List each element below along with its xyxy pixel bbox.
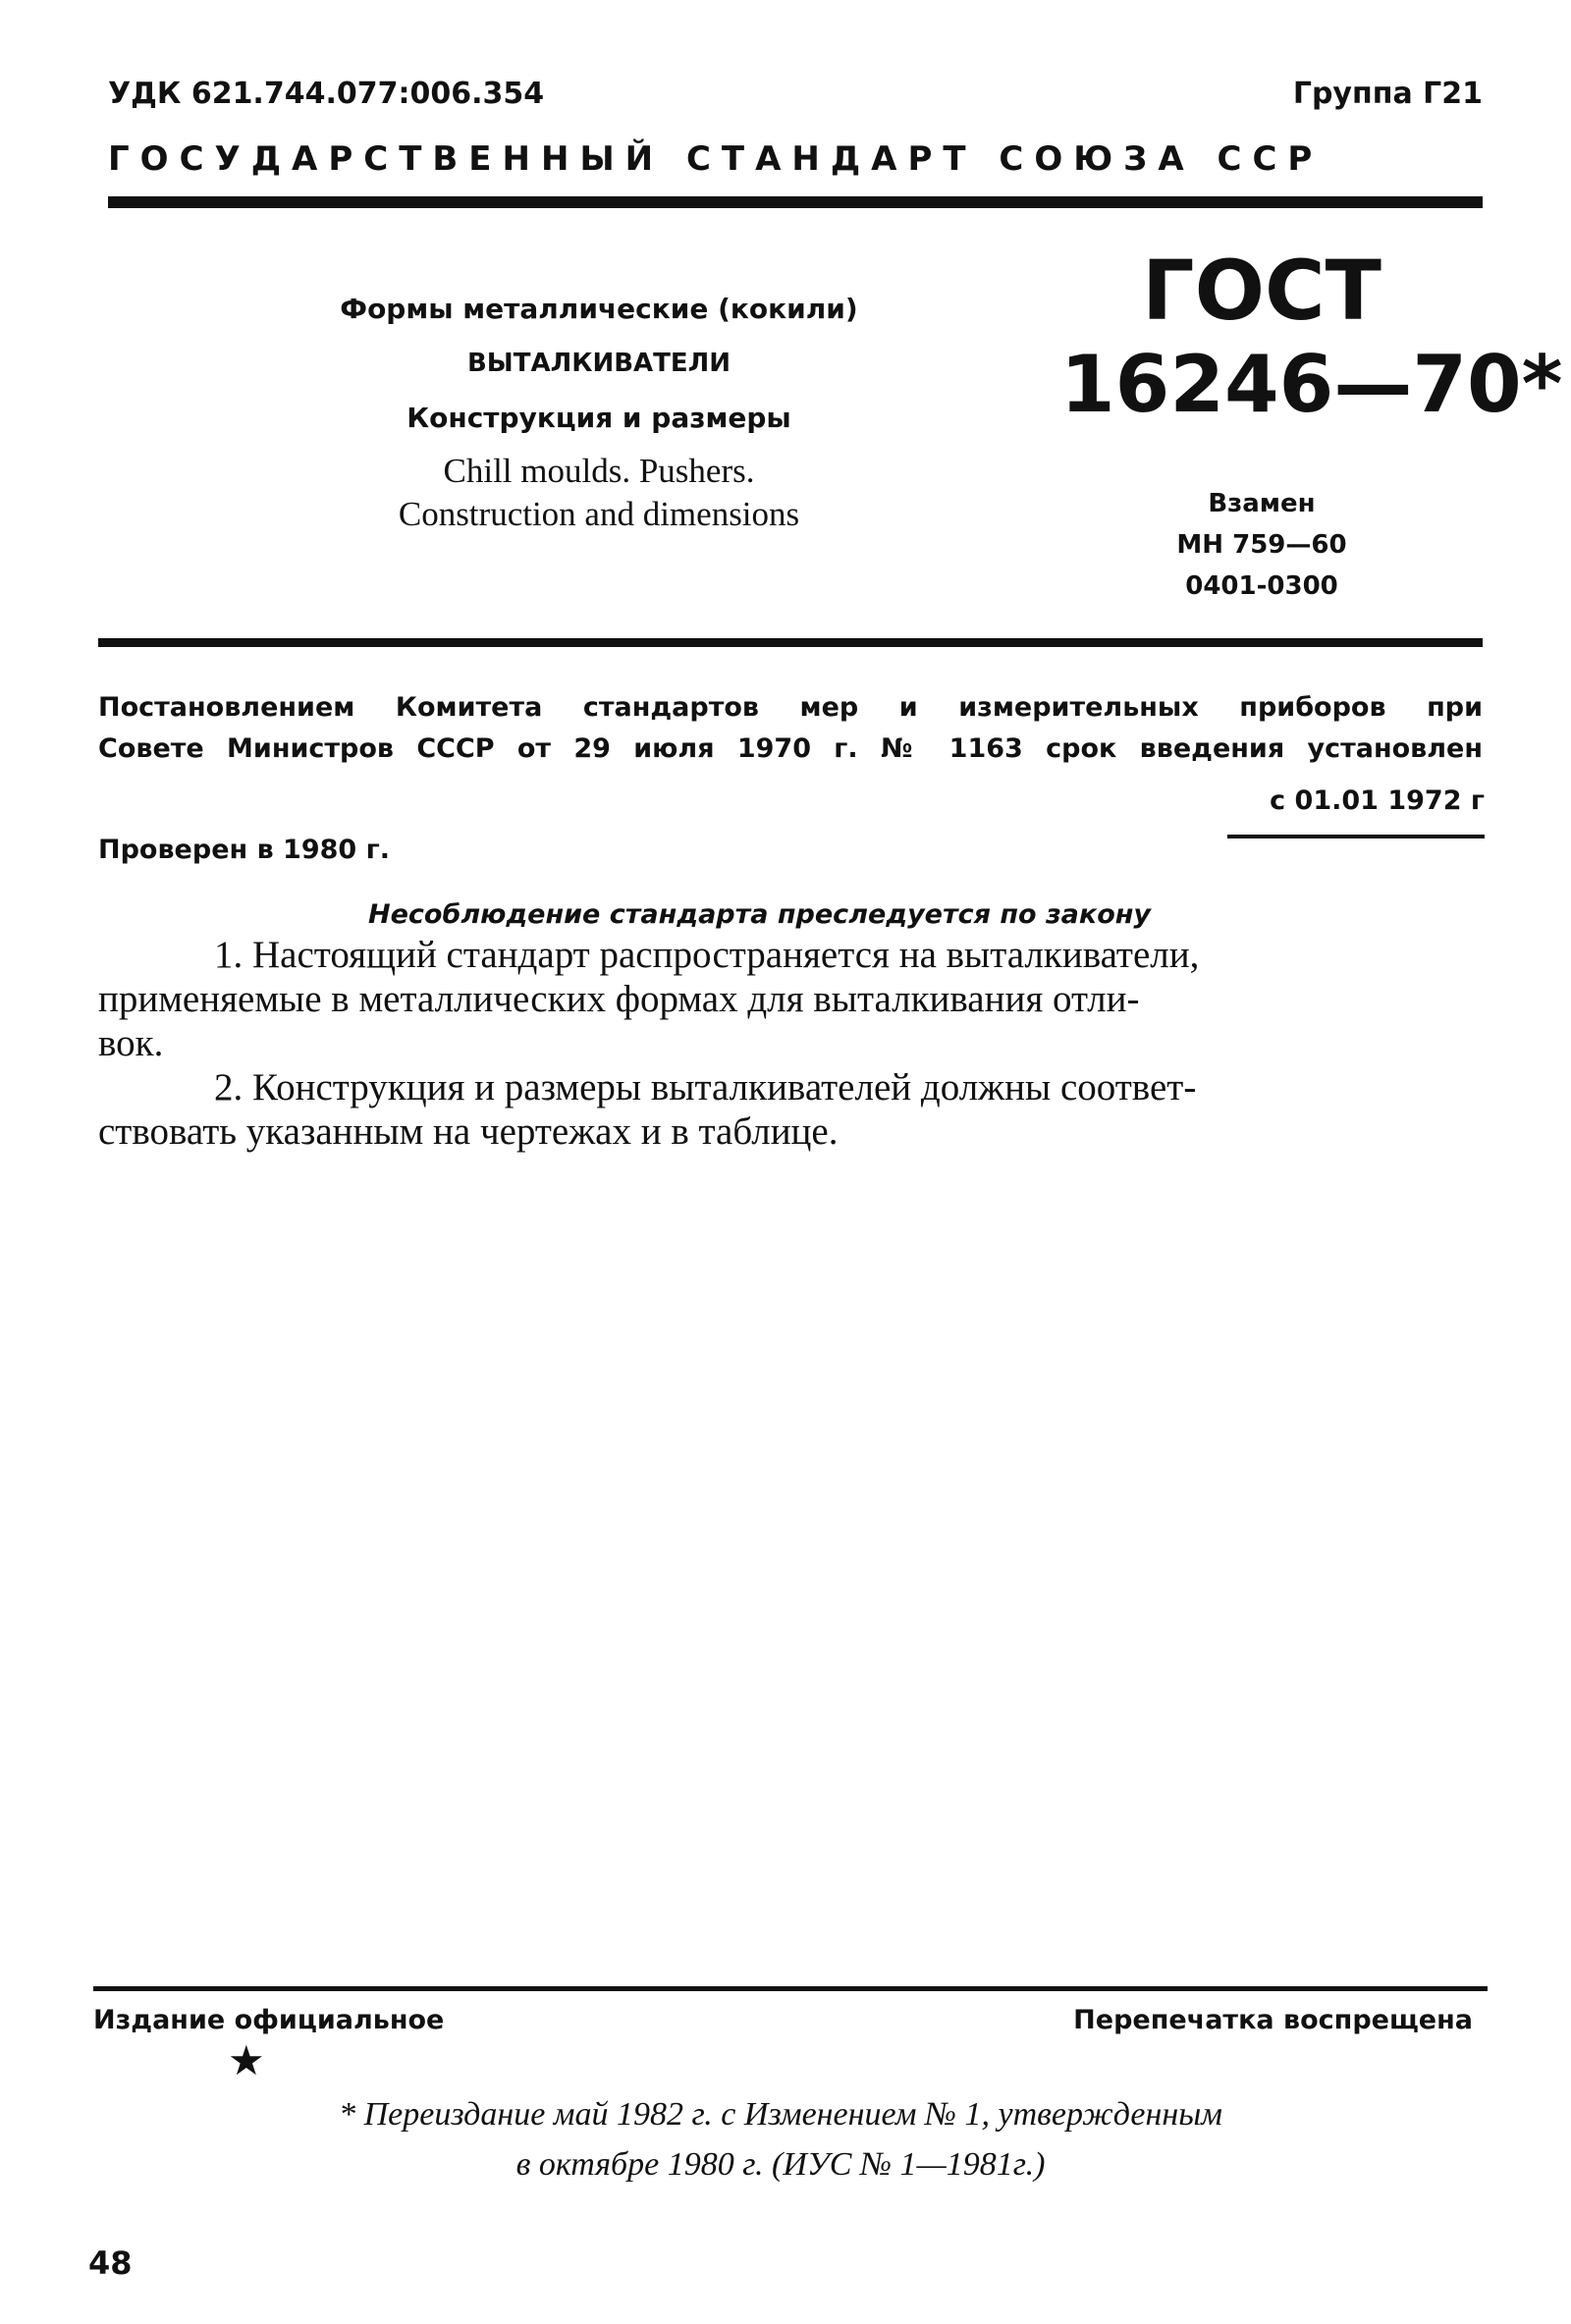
effective-date: с 01.01 1972 г xyxy=(1270,785,1485,816)
replaces-code-1: МН 759—60 xyxy=(1176,530,1347,560)
section-rule xyxy=(98,638,1483,647)
page-number: 48 xyxy=(88,2244,133,2282)
gost-number: 16246—70* xyxy=(1060,339,1563,430)
title-block xyxy=(295,293,903,536)
replaces-label: Взамен xyxy=(1208,489,1316,518)
paragraph-2-line-2: ствовать указанным на чертежах и в таблице. xyxy=(98,1110,839,1153)
header-rule xyxy=(108,196,1483,208)
title-line-2: ВЫТАЛКИВАТЕЛИ xyxy=(466,349,731,378)
paragraph-2-line-1: 2. Конструкция и размеры выталкивателей должны соответ- xyxy=(214,1066,1197,1108)
state-standard-banner: ГОСУДАРСТВЕННЫЙ СТАНДАРТ СОЮЗА ССР xyxy=(108,139,1324,179)
body-text xyxy=(98,933,1483,1154)
decree-text xyxy=(98,687,1483,770)
replaces-block xyxy=(1060,483,1463,607)
official-edition-label: Издание официальное xyxy=(93,2005,445,2035)
footnote-line-1: * Переиздание май 1982 г. с Изменением № 1, утвержденным xyxy=(339,2096,1222,2133)
group-code: Группа Г21 xyxy=(1292,77,1483,111)
udk-code: УДК 621.744.077:006.354 xyxy=(108,77,545,111)
english-title-line-1: Chill moulds. Pushers. xyxy=(443,452,755,490)
decree-line-1: Постановлением Комитета стандартов мер и измерительных приборов при xyxy=(98,692,1483,723)
reprint-prohibited-label: Перепечатка воспрещена xyxy=(1073,2005,1473,2035)
reissue-footnote xyxy=(177,2089,1384,2189)
star-icon: ★ xyxy=(228,2036,265,2084)
footnote-line-2: в октябре 1980 г. (ИУС № 1—1981г.) xyxy=(515,2146,1046,2183)
legal-warning: Несоблюдение стандарта преследуется по закону xyxy=(368,899,1152,930)
decree-line-2: Совете Министров СССР от 29 июля 1970 г. № 1163 срок введения установлен xyxy=(98,733,1483,764)
gost-block xyxy=(1060,243,1563,607)
checked-year: Проверен в 1980 г. xyxy=(98,835,390,865)
paragraph-1-line-3: вок. xyxy=(98,1022,164,1064)
paragraph-1-line-2: применяемые в металлических формах для выталкивания отли- xyxy=(98,978,1140,1020)
footer-rule xyxy=(93,1986,1488,1991)
date-underline xyxy=(1227,835,1485,838)
gost-word: ГОСТ xyxy=(1142,243,1381,339)
title-line-3: Конструкция и размеры xyxy=(406,402,791,434)
title-line-1: Формы металлические (кокили) xyxy=(340,293,858,325)
paragraph-1-line-1: 1. Настоящий стандарт распространяется на выталкиватели, xyxy=(214,934,1200,976)
replaces-code-2: 0401-0300 xyxy=(1185,571,1338,601)
english-title-line-2: Construction and dimensions xyxy=(398,495,800,533)
